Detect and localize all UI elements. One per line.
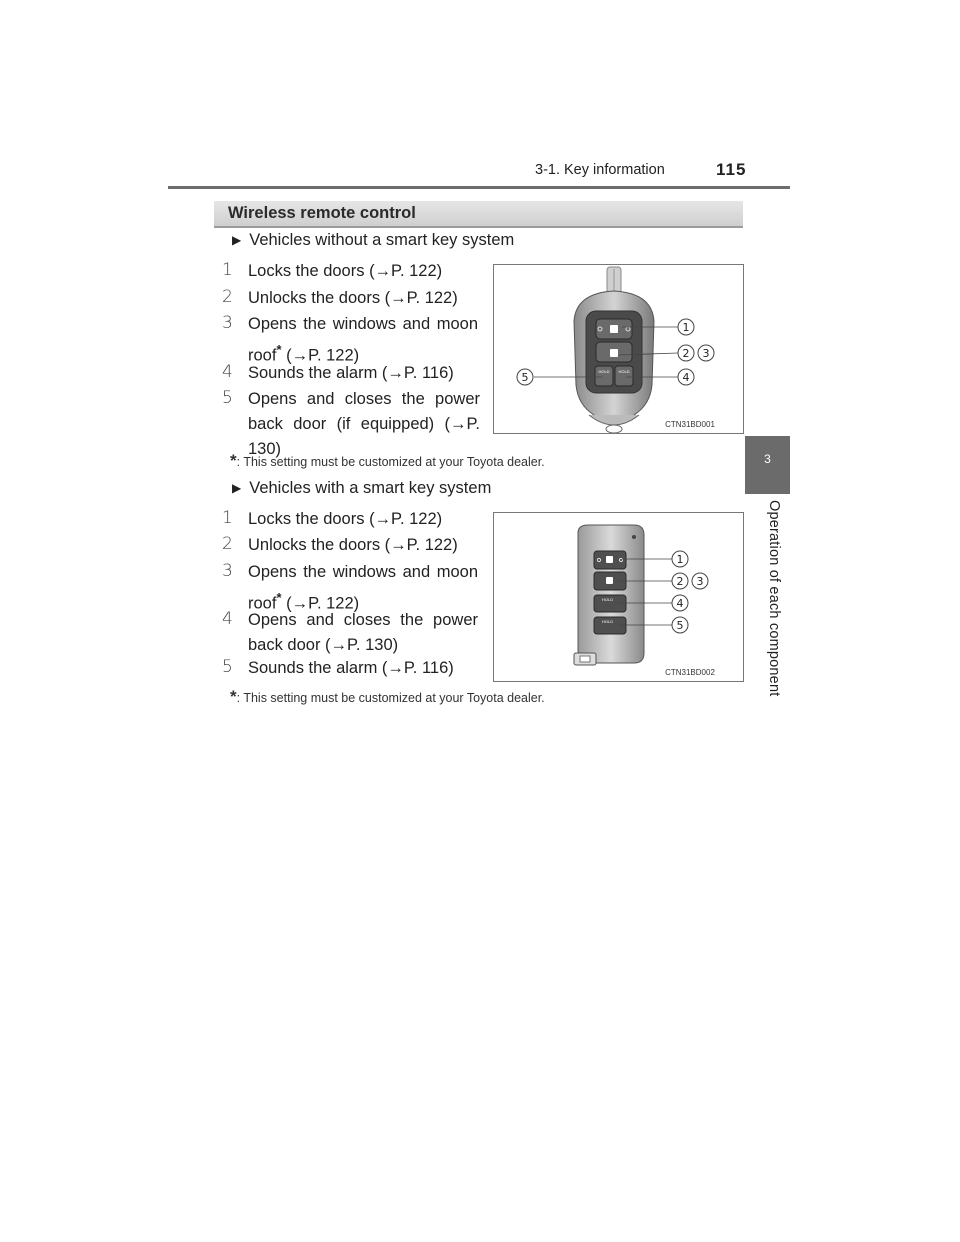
- callout-4: 4: [676, 597, 684, 610]
- smart-key-illustration: [494, 513, 743, 681]
- callout-5: 5: [676, 619, 684, 632]
- list-item: Unlocks the doors (→P. 122): [248, 289, 458, 307]
- smart-key-figure: [493, 512, 744, 682]
- hold-label: HOLD: [618, 369, 630, 374]
- item-number: 3: [222, 313, 233, 333]
- item-number: 2: [222, 534, 233, 554]
- section-breadcrumb: 3-1. Key information: [535, 162, 665, 178]
- item-number: 2: [222, 287, 233, 307]
- hold-label: HOLD: [602, 597, 614, 602]
- item-number: 4: [222, 609, 233, 629]
- item-number: 3: [222, 561, 233, 581]
- figure-code: CTN31BD002: [665, 668, 715, 677]
- list-item: Locks the doors (→P. 122): [248, 262, 443, 280]
- list-item: Opens and closes the power back door (→P. 130): [248, 611, 478, 654]
- list-item: Opens the windows and moon roof* (→P. 122): [248, 563, 478, 613]
- footnote: *: This setting must be customized at your Toyota dealer.: [230, 451, 545, 470]
- header-rule: [168, 186, 790, 189]
- callout-2: 2: [682, 347, 690, 360]
- group2-heading: ▶ Vehicles with a smart key system: [232, 479, 492, 497]
- callout-4: 4: [682, 371, 690, 384]
- callout-2: 2: [676, 575, 684, 588]
- list-item: Sounds the alarm (→P. 116): [248, 364, 454, 382]
- item-number: 5: [222, 657, 233, 677]
- callout-5: 5: [521, 371, 529, 384]
- item-number: 1: [222, 508, 233, 528]
- list-item: Opens the windows and moon roof* (→P. 122): [248, 315, 478, 365]
- callout-3: 3: [702, 347, 710, 360]
- footnote: *: This setting must be customized at your Toyota dealer.: [230, 687, 545, 706]
- section-title: Wireless remote control: [228, 204, 416, 222]
- triangle-right-icon: ▶: [232, 481, 242, 495]
- hold-label: HOLD: [598, 369, 610, 374]
- section-heading: [214, 201, 743, 228]
- group1-heading: ▶ Vehicles without a smart key system: [232, 231, 515, 249]
- item-number: 4: [222, 362, 233, 382]
- key-fob-figure: [493, 264, 744, 434]
- list-item: Unlocks the doors (→P. 122): [248, 536, 458, 554]
- list-item: Opens and closes the power back door (if equipped) (→P. 130): [248, 390, 480, 458]
- page-number: 115: [716, 160, 747, 179]
- callout-1: 1: [676, 553, 684, 566]
- callout-3: 3: [696, 575, 704, 588]
- chapter-title: Operation of each component: [766, 500, 782, 697]
- figure-code: CTN31BD001: [665, 420, 715, 429]
- chapter-number: 3: [764, 452, 771, 466]
- list-item: Locks the doors (→P. 122): [248, 510, 443, 528]
- callout-1: 1: [682, 321, 690, 334]
- list-item: Sounds the alarm (→P. 116): [248, 659, 454, 677]
- hold-label: HOLD: [602, 619, 614, 624]
- item-number: 5: [222, 388, 233, 408]
- key-fob-illustration: [494, 265, 743, 433]
- triangle-right-icon: ▶: [232, 233, 242, 247]
- item-number: 1: [222, 260, 233, 280]
